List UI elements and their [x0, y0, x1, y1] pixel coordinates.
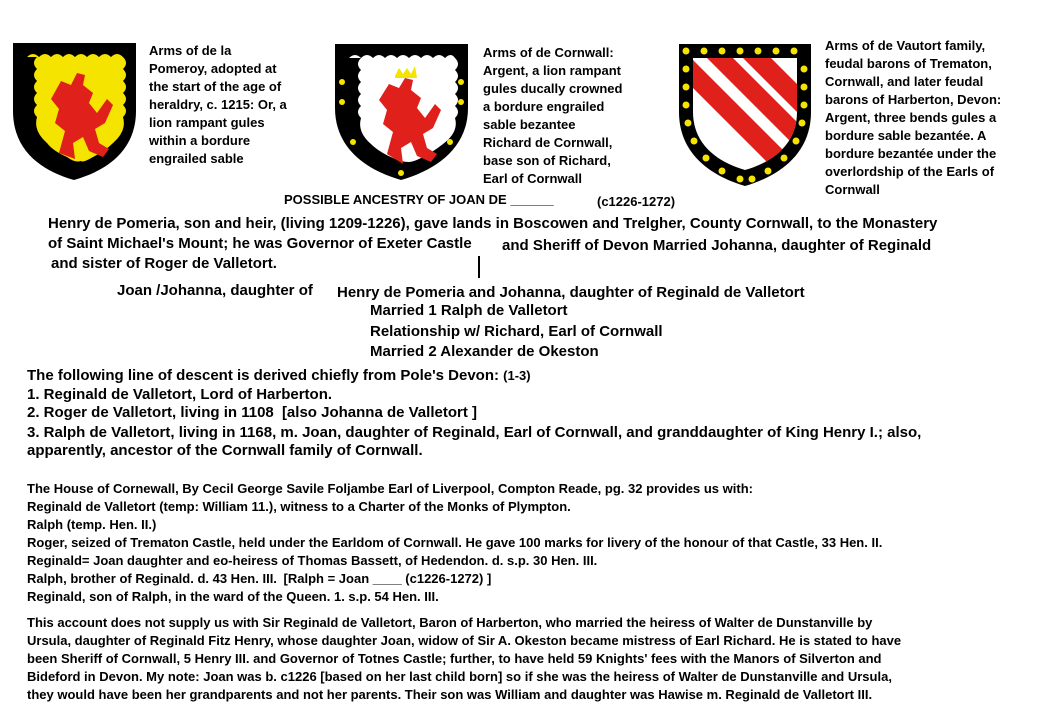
- cornewall-ralph-note: [Ralph = Joan ____ (c1226-1272) ]: [283, 571, 492, 586]
- descent-intro-ref: (1-3): [503, 368, 531, 383]
- joan-relationship: Relationship w/ Richard, Earl of Cornwall: [370, 323, 663, 340]
- vautort-arms-shield: [677, 42, 813, 188]
- page-title-dates: (c1226-1272): [597, 194, 676, 209]
- pomeroy-arms-shield: [11, 41, 138, 182]
- cornewall-line-6: [27, 570, 491, 588]
- henry-line-2a: of Saint Michael's Mount; he was Governor of Exeter Castle: [48, 235, 472, 252]
- henry-line-1: Henry de Pomeria, son and heir, (living 1209-1226), gave lands in Boscowen and Trelgher, County Cornwall, to the Monastery: [48, 215, 938, 232]
- descent-item-3: 3. Ralph de Valletort, living in 1168, m. Joan, daughter of Reginald, Earl of Cornwall, and granddaughter of King Henry I.; also,: [27, 424, 922, 441]
- descent-intro-text: The following line of descent is derived chiefly from Pole's Devon:: [27, 367, 499, 384]
- descent-item-2-note: [also Johanna de Valletort ]: [281, 404, 477, 421]
- cornwall-arms-shield: [333, 42, 470, 182]
- account-line-4: Bideford in Devon. My note: Joan was b. c1226 [based on her last child born] so if she was the heiress of Walter de Dunstanville and Ursula,: [27, 669, 892, 684]
- joan-married-2: Married 2 Alexander de Okeston: [370, 343, 599, 360]
- descent-intro: [27, 366, 531, 386]
- cornewall-line-4: Roger, seized of Trematon Castle, held under the Earldom of Cornwall. He gave 100 marks for livery of the honour of that Castle, 33 Hen. II.: [27, 535, 883, 550]
- joan-parents: Henry de Pomeria and Johanna, daughter of Reginald de Valletort: [337, 284, 805, 301]
- descent-item-2: [27, 403, 477, 423]
- descent-item-1: 1. Reginald de Valletort, Lord of Harberton.: [27, 386, 333, 403]
- account-line-5: they would have been her grandparents and not her parents. Their son was William and daughter was Hawise m. Reginald de Valletort III.: [27, 687, 873, 702]
- joan-married-1: Married 1 Ralph de Valletort: [370, 302, 568, 319]
- descent-item-2-text: 2. Roger de Valletort, living in 1108: [27, 404, 274, 421]
- account-line-1: This account does not supply us with Sir Reginald de Valletort, Baron of Harberton, who married the heiress of Walter de Dunstanville by: [27, 615, 873, 630]
- henry-line-3: and sister of Roger de Valletort.: [51, 255, 277, 272]
- cornewall-line-3: Ralph (temp. Hen. II.): [27, 517, 157, 532]
- joan-prefix: Joan /Johanna, daughter of: [117, 282, 313, 299]
- pomeroy-arms-caption: Arms of de la Pomeroy, adopted at the start of the age of heraldry, c. 1215: Or, a lion rampant gules within a bordure engrailed sable: [149, 43, 287, 166]
- cornewall-line-6-text: Ralph, brother of Reginald. d. 43 Hen. III.: [27, 571, 277, 586]
- lineage-connector: [478, 256, 480, 278]
- cornwall-arms-caption: Arms of de Cornwall: Argent, a lion rampant gules ducally crowned a bordure engrailed sable bezantee Richard de Cornwall, base son of Richard, Earl of Cornwall: [483, 45, 623, 186]
- page-title: POSSIBLE ANCESTRY OF JOAN DE ______: [284, 192, 554, 207]
- cornewall-line-5: Reginald= Joan daughter and eo-heiress of Thomas Bassett, of Hedendon. d. s.p. 30 Hen. III.: [27, 553, 598, 568]
- vautort-arms-caption: Arms of de Vautort family, feudal barons of Trematon, Cornwall, and later feudal barons of Harberton, Devon: Argent, three bends gules a bordure sable bezantée. A bordure bezantée under the overlordship of the Earls of Cornwall: [825, 38, 1002, 197]
- cornewall-line-7: Reginald, son of Ralph, in the ward of the Queen. 1. s.p. 54 Hen. III.: [27, 589, 439, 604]
- cornewall-line-2: Reginald de Valletort (temp: William 11.), witness to a Charter of the Monks of Plympton.: [27, 499, 571, 514]
- account-line-2: Ursula, daughter of Reginald Fitz Henry, whose daughter Joan, widow of Sir A. Okeston became mistress of Earl Richard. He is stated to have: [27, 633, 902, 648]
- account-line-3: been Sheriff of Cornwall, 5 Henry III. and Governor of Totnes Castle; further, to have held 59 Knights' fees with the Manors of Silverton and: [27, 651, 882, 666]
- henry-line-2b: and Sheriff of Devon Married Johanna, daughter of Reginald: [502, 237, 932, 254]
- descent-item-3-cont: apparently, ancestor of the Cornwall family of Cornwall.: [27, 442, 423, 459]
- cornewall-line-1: The House of Cornewall, By Cecil George Savile Foljambe Earl of Liverpool, Compton Reade, pg. 32 provides us with:: [27, 481, 753, 496]
